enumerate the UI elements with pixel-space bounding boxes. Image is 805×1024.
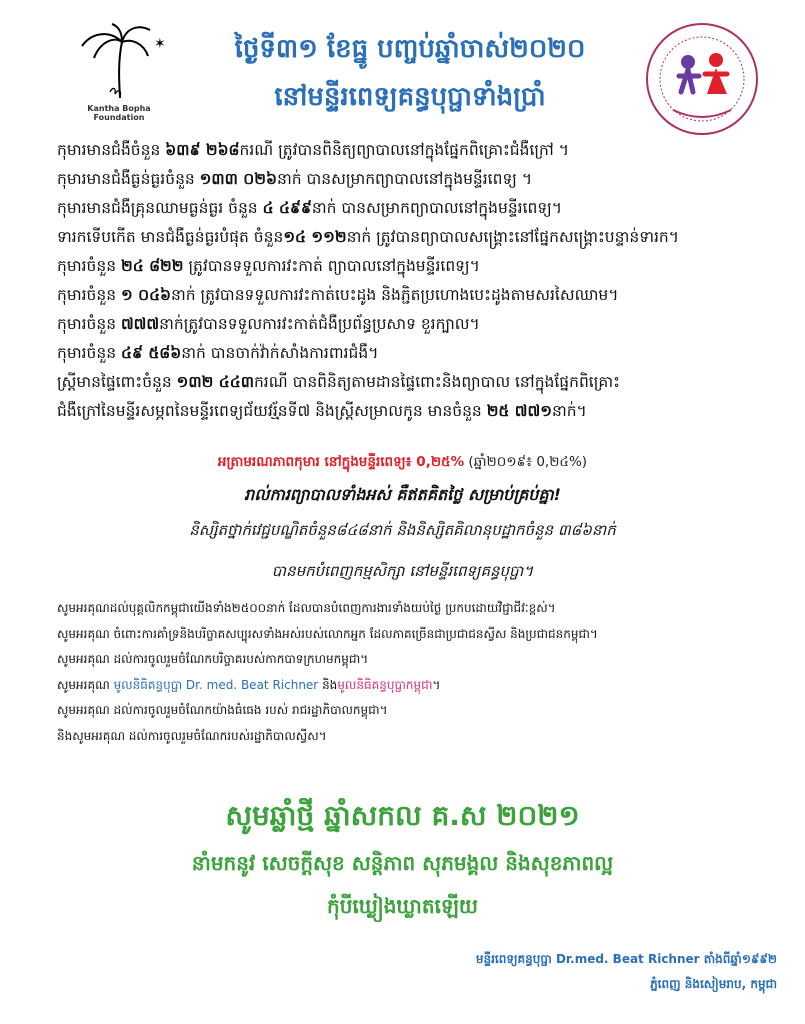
- students-line-2: បានមកបំពេញកម្មសិក្សា នៅមន្ទីរពេទ្យគន្ធបុប្ផា។: [271, 562, 534, 580]
- logo-caption-name: Kantha Bopha: [87, 104, 151, 113]
- stat-line: កុមារចំនួន ២៤ ៨២២ ត្រូវបានទទួលការវះកាត់ ព្យាបាលនៅក្នុងមន្ទីរពេទ្យ។: [57, 257, 480, 275]
- mortality-rate: [0, 453, 805, 473]
- statistics-list: [57, 136, 777, 426]
- mortality-compare: (ឆ្នាំ២០១៩៖ 0,២៤%): [464, 454, 588, 470]
- stat-line: ទារកទើបកើត មានជំងឺធ្ងន់ធ្ងរបំផុត ចំនួន១៤ ១១២នាក់ ត្រូវបានព្យាបាលសង្គ្រោះនៅផ្នែកសង្គ្រោះបន្ទាន់ទារក។: [57, 228, 679, 246]
- thanks-donors: សូមអរគុណ ចំពោះការគាំទ្រនិងបរិច្ចាគសប្បុរសទាំងអស់របស់លោកអ្នក ដែលភាគច្រើនជាប្រជាជនស្វីស និងប្រជាជនកម្ពុជា។: [57, 626, 598, 641]
- students-line-1: និស្សិតថ្នាក់វេជ្ជបណ្ឌិតចំនួន៨៤៨នាក់ និងនិស្សិតគិលានុបដ្ឋាកចំនួន ៣៨៦នាក់: [189, 521, 616, 539]
- mortality-label: អត្រាមរណភាពកុមារ នៅក្នុងមន្ទីរពេទ្យ៖ 0,២៥%: [217, 454, 465, 470]
- page-title: ថ្ងៃទី៣១ ខែធ្នូ បញ្ចប់ឆ្នាំចាស់២០២០: [234, 34, 586, 64]
- stat-line: ស្ត្រីមានផ្ទៃពោះចំនួន ១៣២ ៤៤៣ករណី បានពិនិត្យតាមដានផ្ទៃពោះនិងព្យាបាល នៅក្នុងផ្នែកពិគ្រោះ: [57, 373, 620, 391]
- thanks-cambodian-government: សូមអរគុណ ដល់ការចូលរួមចំណែកយ៉ាងធំធេង របស់ រាជរដ្ឋាភិបាលកម្ពុជា។: [57, 703, 388, 717]
- thanks-red-cross: សូមអរគុណ ដល់ការចូលរួមចំណែកបរិច្ចាគរបស់កាកបាទក្រហមកម្ពុជា។: [57, 652, 369, 666]
- hospital-location: ភ្នំពេញ និងសៀមរាប, កម្ពុជា: [650, 977, 777, 991]
- foundation-name-cambodia: មូលនិធិគន្ធបុប្ផាកម្ពុជា: [337, 677, 433, 692]
- svg-text:✶: ✶: [154, 36, 166, 52]
- kantha-bopha-logo: [70, 20, 180, 130]
- page-subtitle: នៅមន្ទីរពេទ្យគន្ធបុប្ផាទាំងប្រាំ: [274, 82, 546, 112]
- free-treatment-line: រាល់ការព្យាបាលទាំងអស់ គឺឥតគិតថ្លៃ សម្រាប់គ្រប់គ្នា!: [244, 485, 561, 504]
- thanks-list: [57, 596, 777, 749]
- new-year-greeting: សូមឆ្លាំថ្មី ឆ្នាំសកល គ.ស ២០២១: [225, 799, 580, 832]
- palm-tree-icon: [70, 20, 170, 104]
- children-seal-icon: [643, 20, 761, 138]
- new-year-wishes: នាំមកនូវ សេចក្ដីសុខ សន្តិភាព សុភមង្គល និងសុខភាពល្អ: [191, 851, 614, 875]
- stat-line: កុមារចំនួន ៧៧៧នាក់ត្រូវបានទទួលការវះកាត់ជំងឺប្រព័ន្ធប្រសាទ ខួរក្បាល។: [57, 315, 480, 333]
- stat-line: ជំងឺក្រៅនៃមន្ទីរសម្ភពនៃមន្ទីរពេទ្យជ័យវរ្ម័នទី៧ និងស្ត្រីសម្រាលកូន មានចំនួន ២៥ ៧៧១នាក់។: [57, 402, 587, 420]
- stat-line: កុមារមានជំងឺធ្ងន់ធ្ងរចំនួន ១៣៣ ០២៦នាក់ បានសម្រាកព្យាបាលនៅក្នុងមន្ទីរពេទ្យ ។: [57, 170, 533, 188]
- stat-line: កុមារចំនួន ៤៩ ៥៨៦នាក់ បានចាក់វ៉ាក់សាំងការពារជំងឺ។: [57, 344, 379, 362]
- logo-caption-foundation: Foundation: [93, 113, 145, 122]
- stat-line: កុមារចំនួន ១ ០៤៦នាក់ ត្រូវបានទទួលការវះកាត់បេះដូង និងភ្ជិតប្រហោងបេះដូងតាមសរសៃឈាម។: [57, 286, 619, 304]
- foundation-name-swiss: មូលនិធិគន្ធបុប្ផា Dr. med. Beat Richner: [113, 677, 319, 692]
- kantha-bopha-cambodia-seal: [643, 20, 761, 138]
- stat-line: កុមារមានជំងឺចំនួន ៦៣៩ ២៦៨ករណី ត្រូវបានពិនិត្យព្យាបាលនៅក្នុងផ្នែកពិគ្រោះជំងឺក្រៅ ។: [57, 141, 569, 159]
- stat-line: កុមារមានជំងឺគ្រុនឈាមធ្ងន់ធ្ងរ ចំនួន ៤ ៤៩៩នាក់ បានសម្រាកព្យាបាលនៅក្នុងមន្ទីរពេទ្យ។: [57, 199, 563, 217]
- thanks-swiss-government: និងសូមអរគុណ ដល់ការចូលរួមចំណែករបស់រដ្ឋាភិបាលស្វីស។: [57, 728, 327, 743]
- thanks-staff: សូមអរគុណដល់បុគ្គលិកកម្ពុជាយើងទាំង២៥០០នាក់ ដែលបានបំពេញការងារទាំងយប់ថ្ងៃ ប្រកបដោយវិជ្ជាជីវៈខ្ពស់។: [57, 601, 556, 615]
- hospital-signature: មន្ទីរពេទ្យគន្ធបុប្ផា Dr.med. Beat Richner តាំងពីឆ្នាំ១៩៩២: [475, 952, 777, 966]
- thanks-foundations: សូមអរគុណ មូលនិធិគន្ធបុប្ផា Dr. med. Beat Richner និងមូលនិធិគន្ធបុប្ផាកម្ពុជា។: [57, 677, 441, 692]
- new-year-wishes-end: កុំបីឃ្លៀងឃ្លាតឡើយ: [327, 894, 478, 918]
